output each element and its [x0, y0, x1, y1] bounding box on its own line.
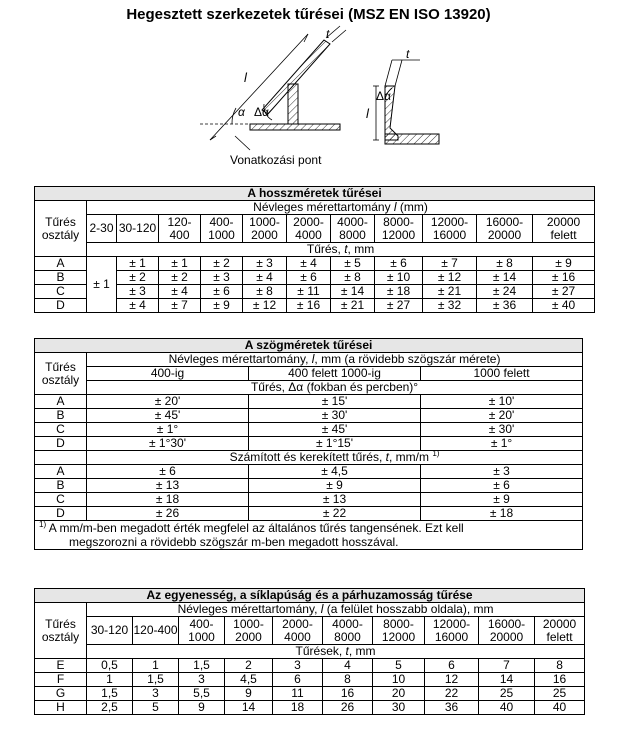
table2-footnote: $^{1)}$ A mm/m-ben megadott érték megfelel az általános tűrés tangensének. Ezt kell megszorozni a rövidebb szögszár m-ben megadott hosszával.: [35, 521, 583, 550]
table1-value-cell: ± 3: [117, 285, 159, 299]
table2-value-cell: ± 15': [249, 395, 421, 409]
table3-class-header: Tűrés osztály: [35, 603, 87, 659]
table1-range-cell: 4000-8000: [331, 215, 375, 243]
table3-value-cell: 1,5: [87, 687, 133, 701]
table1-merged-value: ± 1: [87, 257, 117, 313]
table2-value-cell: ± 9: [249, 479, 421, 493]
table1-range-cell: 400-1000: [201, 215, 243, 243]
table1-value-cell: ± 16: [287, 299, 331, 313]
table3-value-cell: 3: [179, 673, 225, 687]
table1-value-cell: ± 32: [423, 299, 477, 313]
table3-value-cell: 26: [323, 701, 373, 715]
table2-value-cell: ± 22: [249, 507, 421, 521]
inclined-plate-figure: [200, 26, 346, 150]
table1-title: A hosszméretek tűrései: [35, 187, 595, 201]
table2-value-cell: ± 18: [421, 507, 583, 521]
diagram-label-t-right: t: [406, 47, 410, 61]
table3-value-cell: 5: [133, 701, 179, 715]
table2-class-cell: D: [35, 507, 87, 521]
table3-value-cell: 6: [273, 673, 323, 687]
table3-range-cell: 400-1000: [179, 617, 225, 645]
table1-class-header: Tűrés osztály: [35, 201, 87, 257]
table1-value-cell: ± 1: [117, 257, 159, 271]
table3-value-cell: 1: [133, 659, 179, 673]
table2-value-cell: ± 10': [421, 395, 583, 409]
table1-class-cell: C: [35, 285, 87, 299]
table1-value-cell: ± 12: [423, 271, 477, 285]
table3-value-cell: 4: [323, 659, 373, 673]
table1-value-cell: ± 6: [201, 285, 243, 299]
table2-value-cell: ± 45': [249, 423, 421, 437]
table1-value-cell: ± 2: [159, 271, 201, 285]
table1-value-cell: ± 3: [201, 271, 243, 285]
table3-value-cell: 9: [179, 701, 225, 715]
table3-value-cell: 25: [535, 687, 585, 701]
table1-range-cell: 2000-4000: [287, 215, 331, 243]
table1-value-cell: ± 18: [375, 285, 423, 299]
table3-range-cell: 12000-16000: [425, 617, 479, 645]
table1-tolerance-header: Tűrés, t, mm: [87, 243, 595, 257]
angle-tolerance-table: [34, 338, 583, 550]
table3-value-cell: 2,5: [87, 701, 133, 715]
table2-value-cell: ± 6: [87, 465, 249, 479]
table3-value-cell: 20: [373, 687, 425, 701]
table3-value-cell: 30: [373, 701, 425, 715]
table2-value-cell: ± 6: [421, 479, 583, 493]
table2-value-cell: ± 1°30': [87, 437, 249, 451]
table1-value-cell: ± 12: [243, 299, 287, 313]
table2-value-cell: ± 3: [421, 465, 583, 479]
table1-value-cell: ± 7: [423, 257, 477, 271]
table3-value-cell: 5,5: [179, 687, 225, 701]
table1-class-cell: A: [35, 257, 87, 271]
table3-value-cell: 8: [535, 659, 585, 673]
table2-class-cell: A: [35, 395, 87, 409]
table2-title: A szögméretek tűrései: [35, 339, 583, 353]
table1-range-header: Névleges mérettartomány l (mm): [87, 201, 595, 215]
table2-value-cell: ± 13: [87, 479, 249, 493]
table3-range-cell: 20000 felett: [535, 617, 585, 645]
table3-value-cell: 5: [373, 659, 425, 673]
diagram-label-delta-alpha-left: Δα: [254, 105, 269, 119]
diagram-label-alpha: α: [238, 105, 245, 119]
table1-value-cell: ± 10: [375, 271, 423, 285]
table3-range-header: Névleges mérettartomány, l (a felület hosszabb oldala), mm: [87, 603, 585, 617]
table1-value-cell: ± 3: [243, 257, 287, 271]
table3-value-cell: 12: [425, 673, 479, 687]
table1-value-cell: ± 21: [423, 285, 477, 299]
table2-class-cell: D: [35, 437, 87, 451]
table1-range-cell: 120-400: [159, 215, 201, 243]
table2-value-cell: ± 1°: [421, 437, 583, 451]
table1-value-cell: ± 8: [331, 271, 375, 285]
table3-class-cell: F: [35, 673, 87, 687]
table1-range-cell: 2-30: [87, 215, 117, 243]
table1-range-cell: 16000-20000: [477, 215, 533, 243]
table2-range-header: Névleges mérettartomány, l, mm (a rövidebb szögszár mérete): [87, 353, 583, 367]
table-row: [35, 271, 595, 285]
table1-range-cell: 20000 felett: [533, 215, 595, 243]
table2-value-cell: ± 9: [421, 493, 583, 507]
table1-value-cell: ± 21: [331, 299, 375, 313]
table-row: [35, 493, 583, 507]
diagram-label-l-right: l: [366, 106, 369, 121]
table3-value-cell: 22: [425, 687, 479, 701]
table1-value-cell: ± 4: [243, 271, 287, 285]
table1-value-cell: ± 27: [375, 299, 423, 313]
table1-class-cell: D: [35, 299, 87, 313]
table2-class-cell: B: [35, 479, 87, 493]
table1-value-cell: ± 8: [477, 257, 533, 271]
table2-range-cell: 1000 felett: [421, 367, 583, 381]
table1-value-cell: ± 4: [287, 257, 331, 271]
table2-class-cell: C: [35, 423, 87, 437]
diagram-label-t-left: t: [326, 27, 330, 41]
table1-value-cell: ± 11: [287, 285, 331, 299]
table1-value-cell: ± 2: [117, 271, 159, 285]
table2-value-cell: ± 20': [421, 409, 583, 423]
table3-value-cell: 11: [273, 687, 323, 701]
table1-value-cell: ± 40: [533, 299, 595, 313]
table3-value-cell: 40: [479, 701, 535, 715]
table3-value-cell: 1: [87, 673, 133, 687]
table2-value-cell: ± 26: [87, 507, 249, 521]
table2-value-cell: ± 30': [249, 409, 421, 423]
table-row: [35, 395, 583, 409]
table-row: [35, 257, 595, 271]
table2-range-cell: 400-ig: [87, 367, 249, 381]
table-row: [35, 507, 583, 521]
table2-value-cell: ± 13: [249, 493, 421, 507]
table-row: [35, 285, 595, 299]
table-row: [35, 687, 585, 701]
tolerance-diagram: [180, 24, 450, 174]
table2-value-cell: ± 45': [87, 409, 249, 423]
table-row: [35, 409, 583, 423]
table3-value-cell: 25: [479, 687, 535, 701]
table1-value-cell: ± 4: [159, 285, 201, 299]
table1-value-cell: ± 4: [117, 299, 159, 313]
table2-value-cell: ± 30': [421, 423, 583, 437]
diagram-label-delta-alpha-right: Δα: [376, 89, 391, 103]
table3-value-cell: 4,5: [225, 673, 273, 687]
table2-angle-header: Tűrés, Δα (fokban és percben)°: [87, 381, 583, 395]
table3-value-cell: 16: [535, 673, 585, 687]
table-row: [35, 465, 583, 479]
table1-value-cell: ± 9: [533, 257, 595, 271]
table2-value-cell: ± 1°15': [249, 437, 421, 451]
table-row: [35, 479, 583, 493]
reference-point-label: Vonatkozási pont: [230, 153, 322, 167]
table-row: [35, 659, 585, 673]
table1-value-cell: ± 14: [331, 285, 375, 299]
table-row: [35, 437, 583, 451]
table1-value-cell: ± 1: [159, 257, 201, 271]
table2-value-cell: ± 4,5: [249, 465, 421, 479]
table3-value-cell: 10: [373, 673, 425, 687]
table2-class-cell: B: [35, 409, 87, 423]
table3-value-cell: 16: [323, 687, 373, 701]
table1-value-cell: ± 36: [477, 299, 533, 313]
table3-class-cell: H: [35, 701, 87, 715]
table3-value-cell: 7: [479, 659, 535, 673]
table3-value-cell: 14: [225, 701, 273, 715]
table3-range-cell: 2000-4000: [273, 617, 323, 645]
table1-value-cell: ± 6: [375, 257, 423, 271]
table3-value-cell: 1,5: [133, 673, 179, 687]
table3-value-cell: 2: [225, 659, 273, 673]
table1-range-cell: 1000-2000: [243, 215, 287, 243]
table3-value-cell: 40: [535, 701, 585, 715]
table-row: [35, 701, 585, 715]
table1-value-cell: ± 5: [331, 257, 375, 271]
straightness-tolerance-table: [34, 588, 585, 715]
table1-value-cell: ± 7: [159, 299, 201, 313]
table2-class-cell: C: [35, 493, 87, 507]
table3-value-cell: 3: [133, 687, 179, 701]
table-row: [35, 423, 583, 437]
table-row: [35, 673, 585, 687]
table3-class-cell: G: [35, 687, 87, 701]
table3-range-cell: 1000-2000: [225, 617, 273, 645]
table3-title: Az egyenesség, a síklapúság és a párhuzamosság tűrése: [35, 589, 585, 603]
table2-range-cell: 400 felett 1000-ig: [249, 367, 421, 381]
table1-value-cell: ± 6: [287, 271, 331, 285]
table2-value-cell: ± 1°: [87, 423, 249, 437]
table3-range-cell: 4000-8000: [323, 617, 373, 645]
table1-value-cell: ± 27: [533, 285, 595, 299]
table3-value-cell: 36: [425, 701, 479, 715]
table3-tolerance-header: Tűrések, t, mm: [87, 645, 585, 659]
table2-class-header: Tűrés osztály: [35, 353, 87, 395]
table2-calc-header: Számított és kerekített tűrés, t, mm/m $^{1)}$: [87, 451, 583, 465]
table3-range-cell: 30-120: [87, 617, 133, 645]
table3-value-cell: 8: [323, 673, 373, 687]
length-tolerance-table: [34, 186, 595, 313]
table1-range-cell: 8000-12000: [375, 215, 423, 243]
table1-class-cell: B: [35, 271, 87, 285]
diagram-label-l: l: [244, 70, 247, 85]
table3-value-cell: 1,5: [179, 659, 225, 673]
table3-value-cell: 18: [273, 701, 323, 715]
table3-value-cell: 9: [225, 687, 273, 701]
table2-value-cell: ± 18: [87, 493, 249, 507]
page-title: Hegesztett szerkezetek tűrései (MSZ EN ISO 13920): [126, 6, 491, 23]
table3-range-cell: 120-400: [133, 617, 179, 645]
table1-value-cell: ± 14: [477, 271, 533, 285]
table3-class-cell: E: [35, 659, 87, 673]
table3-value-cell: 14: [479, 673, 535, 687]
table-row: [35, 299, 595, 313]
table3-range-cell: 16000-20000: [479, 617, 535, 645]
table3-value-cell: 3: [273, 659, 323, 673]
table3-value-cell: 6: [425, 659, 479, 673]
table1-value-cell: ± 9: [201, 299, 243, 313]
table1-value-cell: ± 24: [477, 285, 533, 299]
table2-value-cell: ± 20': [87, 395, 249, 409]
table3-value-cell: 0,5: [87, 659, 133, 673]
table1-value-cell: ± 2: [201, 257, 243, 271]
table1-value-cell: ± 8: [243, 285, 287, 299]
table3-range-cell: 8000-12000: [373, 617, 425, 645]
table1-range-cell: 30-120: [117, 215, 159, 243]
table2-class-cell: A: [35, 465, 87, 479]
table1-value-cell: ± 16: [533, 271, 595, 285]
table1-range-cell: 12000-16000: [423, 215, 477, 243]
